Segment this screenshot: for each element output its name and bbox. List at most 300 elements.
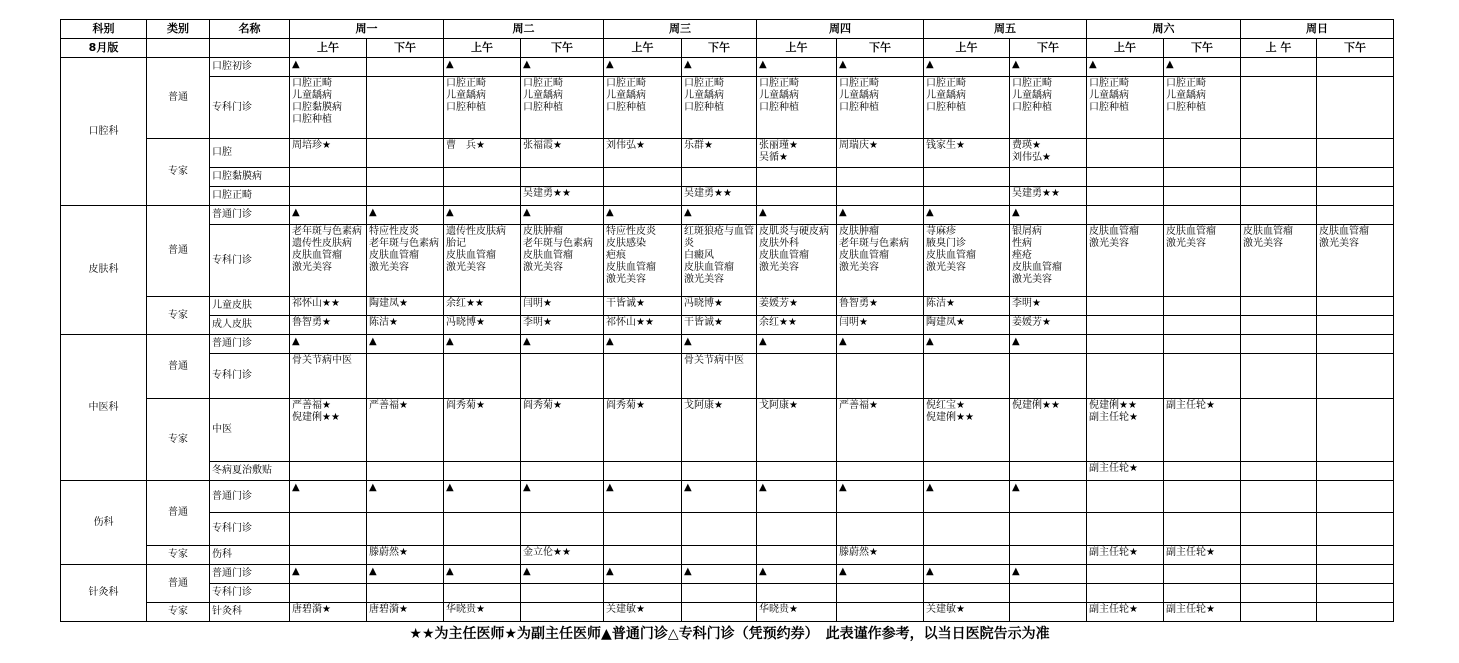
category-type: 专家 (147, 139, 210, 206)
schedule-cell (1010, 546, 1087, 565)
schedule-cell (924, 168, 1010, 187)
schedule-cell: 干皆诚★ (604, 297, 682, 316)
header-blank (210, 39, 290, 58)
schedule-cell: 严善福★ (367, 399, 444, 462)
department-name: 针灸科 (61, 565, 147, 622)
category-type: 普通 (147, 58, 210, 139)
schedule-cell (367, 139, 444, 168)
schedule-cell (1164, 168, 1241, 187)
schedule-cell (1087, 316, 1164, 335)
schedule-cell: 费瑛★ 刘伟弘★ (1010, 139, 1087, 168)
schedule-cell: 关建敏★ (924, 603, 1010, 622)
category-type: 专家 (147, 603, 210, 622)
schedule-cell (1241, 603, 1317, 622)
category-type: 专家 (147, 297, 210, 335)
schedule-cell (1241, 187, 1317, 206)
header-mingcheng: 名称 (210, 20, 290, 39)
schedule-cell: ▲ (290, 206, 367, 225)
schedule-cell: 特应性皮炎 皮肤感染 疤痕 皮肤血管瘤 激光美容 (604, 225, 682, 297)
schedule-cell (1317, 462, 1394, 481)
header-day-sat: 周六 (1087, 20, 1241, 39)
schedule-cell (367, 462, 444, 481)
schedule-cell: ▲ (521, 206, 604, 225)
schedule-cell: 钱家生★ (924, 139, 1010, 168)
schedule-cell (1010, 168, 1087, 187)
header-day-thu: 周四 (757, 20, 924, 39)
schedule-cell: ▲ (682, 335, 757, 354)
schedule-cell: 严善福★ (837, 399, 924, 462)
schedule-cell: ▲ (444, 58, 521, 77)
schedule-cell (837, 513, 924, 546)
schedule-cell (1241, 297, 1317, 316)
schedule-cell: ▲ (924, 58, 1010, 77)
schedule-cell: ▲ (924, 206, 1010, 225)
schedule-cell (1241, 513, 1317, 546)
schedule-cell: 冯晓博★ (682, 297, 757, 316)
schedule-cell: ▲ (367, 481, 444, 513)
schedule-cell: 张福霞★ (521, 139, 604, 168)
schedule-cell: 余红★★ (444, 297, 521, 316)
schedule-cell (757, 546, 837, 565)
clinic-name: 针灸科 (210, 603, 290, 622)
schedule-cell (1241, 399, 1317, 462)
schedule-cell (682, 513, 757, 546)
schedule-cell: ▲ (757, 58, 837, 77)
schedule-row (61, 225, 1394, 297)
schedule-cell: 滕蔚然★ (837, 546, 924, 565)
schedule-cell: ▲ (837, 335, 924, 354)
schedule-cell: ▲ (444, 206, 521, 225)
schedule-cell: ▲ (367, 206, 444, 225)
schedule-cell (444, 354, 521, 399)
schedule-cell: 皮肤血管瘤 激光美容 (1164, 225, 1241, 297)
schedule-row (61, 316, 1394, 335)
schedule-cell: ▲ (290, 565, 367, 584)
schedule-cell (682, 462, 757, 481)
schedule-cell (1317, 481, 1394, 513)
schedule-cell (1164, 462, 1241, 481)
header-am: 上午 (444, 39, 521, 58)
schedule-cell: ▲ (1164, 58, 1241, 77)
schedule-cell (1317, 354, 1394, 399)
schedule-cell: 口腔正畸 儿童龋病 口腔种植 (924, 77, 1010, 139)
schedule-cell: 口腔正畸 儿童龋病 口腔种植 (1010, 77, 1087, 139)
schedule-cell: ▲ (837, 565, 924, 584)
header-pm: 下午 (837, 39, 924, 58)
schedule-cell: 皮肤血管瘤 激光美容 (1241, 225, 1317, 297)
schedule-cell (1087, 335, 1164, 354)
schedule-cell: 祁怀山★★ (290, 297, 367, 316)
department-name: 伤科 (61, 481, 147, 565)
header-blank (147, 39, 210, 58)
header-am: 上午 (1087, 39, 1164, 58)
schedule-row (61, 399, 1394, 462)
clinic-name: 中医 (210, 399, 290, 462)
schedule-cell: ▲ (757, 335, 837, 354)
schedule-cell (290, 546, 367, 565)
schedule-cell: 皮肤血管瘤 激光美容 (1087, 225, 1164, 297)
header-pm: 下午 (367, 39, 444, 58)
schedule-cell (1241, 58, 1317, 77)
schedule-cell (1317, 584, 1394, 603)
header-version: 8月版 (61, 39, 147, 58)
header-am: 上 午 (1241, 39, 1317, 58)
schedule-row (61, 187, 1394, 206)
schedule-cell (682, 168, 757, 187)
schedule-row (61, 206, 1394, 225)
schedule-cell (1317, 399, 1394, 462)
schedule-cell: ▲ (521, 335, 604, 354)
schedule-cell: ▲ (604, 481, 682, 513)
schedule-cell: ▲ (444, 481, 521, 513)
schedule-cell: 李明★ (521, 316, 604, 335)
schedule-cell: ▲ (837, 58, 924, 77)
clinic-name: 普通门诊 (210, 335, 290, 354)
schedule-cell: 皮肤血管瘤 激光美容 (1317, 225, 1394, 297)
schedule-cell: 周培珍★ (290, 139, 367, 168)
schedule-cell: ▲ (604, 335, 682, 354)
schedule-cell (1087, 584, 1164, 603)
schedule-cell (604, 513, 682, 546)
schedule-cell (757, 187, 837, 206)
schedule-cell (1164, 335, 1241, 354)
schedule-cell (1164, 513, 1241, 546)
schedule-cell (1241, 77, 1317, 139)
schedule-cell (1241, 316, 1317, 335)
schedule-cell (1087, 354, 1164, 399)
schedule-cell: 口腔正畸 儿童龋病 口腔种植 (1087, 77, 1164, 139)
schedule-cell: 吴建勇★★ (682, 187, 757, 206)
schedule-cell (1241, 168, 1317, 187)
schedule-cell (1317, 297, 1394, 316)
header-pm: 下午 (1010, 39, 1087, 58)
schedule-body (61, 20, 1394, 622)
schedule-cell (1087, 481, 1164, 513)
schedule-cell: 阎秀菊★ (444, 399, 521, 462)
schedule-cell: 余红★★ (757, 316, 837, 335)
schedule-cell (444, 584, 521, 603)
schedule-cell (521, 603, 604, 622)
schedule-row (61, 565, 1394, 584)
schedule-cell: ▲ (521, 565, 604, 584)
schedule-cell: 刘伟弘★ (604, 139, 682, 168)
schedule-row (61, 481, 1394, 513)
schedule-cell (444, 462, 521, 481)
schedule-cell: 闫明★ (837, 316, 924, 335)
schedule-cell (521, 462, 604, 481)
schedule-cell: 副主任轮★ (1164, 399, 1241, 462)
schedule-cell: 陶建凤★ (367, 297, 444, 316)
schedule-cell (367, 77, 444, 139)
schedule-cell (924, 546, 1010, 565)
clinic-schedule-table (60, 19, 1394, 622)
schedule-cell (1241, 206, 1317, 225)
schedule-cell: ▲ (924, 481, 1010, 513)
schedule-cell: 严善福★ 倪建俐★★ (290, 399, 367, 462)
schedule-cell: 吴建勇★★ (521, 187, 604, 206)
schedule-row (61, 354, 1394, 399)
schedule-cell: 乐群★ (682, 139, 757, 168)
schedule-cell: 皮肌炎与硬皮病 皮肤外科 皮肤血管瘤 激光美容 (757, 225, 837, 297)
schedule-cell: 周瑞庆★ (837, 139, 924, 168)
schedule-cell (1164, 187, 1241, 206)
schedule-row (61, 603, 1394, 622)
schedule-cell: 副主任轮★ (1164, 603, 1241, 622)
header-am: 上午 (757, 39, 837, 58)
schedule-cell: 鲁智勇★ (837, 297, 924, 316)
schedule-cell (1164, 354, 1241, 399)
department-name: 口腔科 (61, 58, 147, 206)
schedule-cell: 倪建俐★★ (1010, 399, 1087, 462)
header-day-wed: 周三 (604, 20, 757, 39)
clinic-name: 专科门诊 (210, 584, 290, 603)
schedule-cell (1087, 168, 1164, 187)
schedule-cell: 祁怀山★★ (604, 316, 682, 335)
schedule-cell (1164, 297, 1241, 316)
header-pm: 下午 (1317, 39, 1394, 58)
department-name: 中医科 (61, 335, 147, 481)
schedule-cell (1317, 139, 1394, 168)
schedule-cell: ▲ (367, 565, 444, 584)
schedule-cell: 阎秀菊★ (521, 399, 604, 462)
schedule-cell (521, 513, 604, 546)
header-row-halfdays (61, 39, 1394, 58)
schedule-cell (367, 168, 444, 187)
schedule-cell: 口腔正畸 儿童龋病 口腔种植 (521, 77, 604, 139)
schedule-row (61, 546, 1394, 565)
category-type: 普通 (147, 565, 210, 603)
schedule-cell: ▲ (1087, 58, 1164, 77)
header-am: 上午 (924, 39, 1010, 58)
schedule-cell: 姜媛芳★ (1010, 316, 1087, 335)
schedule-cell: ▲ (1010, 206, 1087, 225)
clinic-name: 专科门诊 (210, 77, 290, 139)
schedule-cell (682, 546, 757, 565)
header-leibie: 类别 (147, 20, 210, 39)
schedule-cell: ▲ (924, 565, 1010, 584)
schedule-cell (1317, 603, 1394, 622)
schedule-cell (1241, 481, 1317, 513)
schedule-cell (837, 603, 924, 622)
schedule-cell: 口腔正畸 儿童龋病 口腔种植 (682, 77, 757, 139)
schedule-cell: 闫明★ (521, 297, 604, 316)
schedule-cell (757, 462, 837, 481)
schedule-cell (1087, 206, 1164, 225)
schedule-cell (1164, 206, 1241, 225)
schedule-cell (1317, 546, 1394, 565)
schedule-cell: ▲ (290, 58, 367, 77)
header-day-mon: 周一 (290, 20, 444, 39)
schedule-cell: 口腔正畸 儿童龋病 口腔种植 (604, 77, 682, 139)
schedule-cell (521, 168, 604, 187)
schedule-cell (290, 168, 367, 187)
clinic-name: 口腔正畸 (210, 187, 290, 206)
schedule-cell: 陈洁★ (924, 297, 1010, 316)
schedule-cell: 口腔正畸 儿童龋病 口腔种植 (757, 77, 837, 139)
schedule-cell: 副主任轮★ (1087, 603, 1164, 622)
schedule-cell (924, 584, 1010, 603)
schedule-cell: 老年斑与色素病 遗传性皮肤病 皮肤血管瘤 激光美容 (290, 225, 367, 297)
schedule-cell: ▲ (604, 206, 682, 225)
legend-footnote: ★★为主任医师★为副主任医师▲普通门诊△专科门诊（凭预约券） 此表谨作参考，以当日医院告示为准 (409, 626, 1050, 642)
category-type: 普通 (147, 335, 210, 399)
clinic-name: 成人皮肤 (210, 316, 290, 335)
schedule-cell (1317, 77, 1394, 139)
schedule-cell: 姜媛芳★ (757, 297, 837, 316)
schedule-cell (1164, 481, 1241, 513)
schedule-cell (604, 354, 682, 399)
schedule-cell (1317, 206, 1394, 225)
schedule-cell: 阎秀菊★ (604, 399, 682, 462)
schedule-cell (1241, 565, 1317, 584)
schedule-cell (1241, 462, 1317, 481)
schedule-cell: ▲ (1010, 335, 1087, 354)
schedule-cell (367, 58, 444, 77)
schedule-cell: ▲ (521, 58, 604, 77)
schedule-cell: ▲ (757, 206, 837, 225)
schedule-cell: ▲ (1010, 58, 1087, 77)
schedule-cell: 荨麻疹 腋臭门诊 皮肤血管瘤 激光美容 (924, 225, 1010, 297)
schedule-cell (924, 354, 1010, 399)
schedule-cell: 戈阿康★ (682, 399, 757, 462)
schedule-cell: ▲ (521, 481, 604, 513)
schedule-cell (1164, 316, 1241, 335)
header-pm: 下午 (1164, 39, 1241, 58)
schedule-row (61, 335, 1394, 354)
schedule-cell (837, 584, 924, 603)
schedule-cell (521, 354, 604, 399)
schedule-cell: 华晓贵★ (757, 603, 837, 622)
schedule-cell (1317, 565, 1394, 584)
schedule-cell (837, 462, 924, 481)
category-type: 普通 (147, 206, 210, 297)
schedule-cell (1164, 565, 1241, 584)
schedule-cell (682, 603, 757, 622)
schedule-cell (1317, 335, 1394, 354)
header-pm: 下午 (521, 39, 604, 58)
schedule-cell (367, 584, 444, 603)
schedule-cell (521, 584, 604, 603)
schedule-row (61, 168, 1394, 187)
department-name: 皮肤科 (61, 206, 147, 335)
schedule-cell (1087, 139, 1164, 168)
schedule-cell: 副主任轮★ (1087, 546, 1164, 565)
schedule-cell: ▲ (1010, 565, 1087, 584)
header-day-sun: 周日 (1241, 20, 1394, 39)
schedule-cell: ▲ (1010, 481, 1087, 513)
schedule-cell: 干皆诚★ (682, 316, 757, 335)
schedule-cell: 骨关节病中医 (290, 354, 367, 399)
clinic-name: 伤科 (210, 546, 290, 565)
clinic-name: 口腔 (210, 139, 290, 168)
clinic-name: 普通门诊 (210, 565, 290, 584)
schedule-cell (1241, 584, 1317, 603)
schedule-cell (604, 584, 682, 603)
schedule-cell (1010, 513, 1087, 546)
schedule-cell (604, 187, 682, 206)
schedule-cell (682, 584, 757, 603)
header-pm: 下午 (682, 39, 757, 58)
clinic-name: 冬病夏治敷贴 (210, 462, 290, 481)
schedule-cell: 唐碧漪★ (367, 603, 444, 622)
schedule-cell (290, 462, 367, 481)
schedule-cell (604, 462, 682, 481)
schedule-cell (1241, 354, 1317, 399)
schedule-cell: ▲ (682, 565, 757, 584)
schedule-cell: 滕蔚然★ (367, 546, 444, 565)
clinic-name: 专科门诊 (210, 354, 290, 399)
schedule-cell (1087, 565, 1164, 584)
schedule-cell: ▲ (367, 335, 444, 354)
schedule-cell: 红斑狼疮与血管炎 白癜风 皮肤血管瘤 激光美容 (682, 225, 757, 297)
category-type: 专家 (147, 399, 210, 481)
header-keshi: 科别 (61, 20, 147, 39)
schedule-cell (367, 354, 444, 399)
schedule-cell: 口腔正畸 儿童龋病 口腔种植 (1164, 77, 1241, 139)
schedule-cell (1241, 546, 1317, 565)
schedule-cell: 口腔正畸 儿童龋病 口腔黏膜病 口腔种植 (290, 77, 367, 139)
schedule-cell (1010, 462, 1087, 481)
schedule-cell (1241, 335, 1317, 354)
schedule-cell (757, 584, 837, 603)
schedule-cell (1164, 139, 1241, 168)
schedule-row (61, 584, 1394, 603)
schedule-cell: ▲ (757, 481, 837, 513)
schedule-cell (1317, 58, 1394, 77)
schedule-cell: 副主任轮★ (1164, 546, 1241, 565)
schedule-cell (757, 168, 837, 187)
schedule-cell (1010, 603, 1087, 622)
schedule-cell (367, 513, 444, 546)
schedule-cell: 张丽瑾★ 吴循★ (757, 139, 837, 168)
schedule-cell: ▲ (604, 58, 682, 77)
header-day-tue: 周二 (444, 20, 604, 39)
clinic-name: 普通门诊 (210, 481, 290, 513)
schedule-cell: 倪红宝★ 倪建俐★★ (924, 399, 1010, 462)
schedule-cell (924, 513, 1010, 546)
clinic-name: 专科门诊 (210, 513, 290, 546)
schedule-cell: ▲ (682, 58, 757, 77)
schedule-cell: ▲ (290, 335, 367, 354)
schedule-cell: ▲ (604, 565, 682, 584)
schedule-cell (757, 513, 837, 546)
schedule-row (61, 297, 1394, 316)
category-type: 普通 (147, 481, 210, 546)
schedule-cell: 唐碧漪★ (290, 603, 367, 622)
clinic-name: 专科门诊 (210, 225, 290, 297)
schedule-cell (1087, 297, 1164, 316)
schedule-cell (1164, 584, 1241, 603)
schedule-cell (367, 187, 444, 206)
clinic-name: 普通门诊 (210, 206, 290, 225)
clinic-name: 口腔初诊 (210, 58, 290, 77)
schedule-cell: ▲ (837, 206, 924, 225)
schedule-row (61, 58, 1394, 77)
schedule-cell (837, 187, 924, 206)
schedule-cell (290, 584, 367, 603)
schedule-cell (1010, 584, 1087, 603)
schedule-cell: 华晓贵★ (444, 603, 521, 622)
schedule-cell: 副主任轮★ (1087, 462, 1164, 481)
schedule-cell (924, 187, 1010, 206)
schedule-cell: ▲ (837, 481, 924, 513)
header-am: 上午 (604, 39, 682, 58)
schedule-cell (290, 187, 367, 206)
schedule-cell (604, 546, 682, 565)
header-day-fri: 周五 (924, 20, 1087, 39)
schedule-cell: 李明★ (1010, 297, 1087, 316)
schedule-cell: ▲ (444, 335, 521, 354)
